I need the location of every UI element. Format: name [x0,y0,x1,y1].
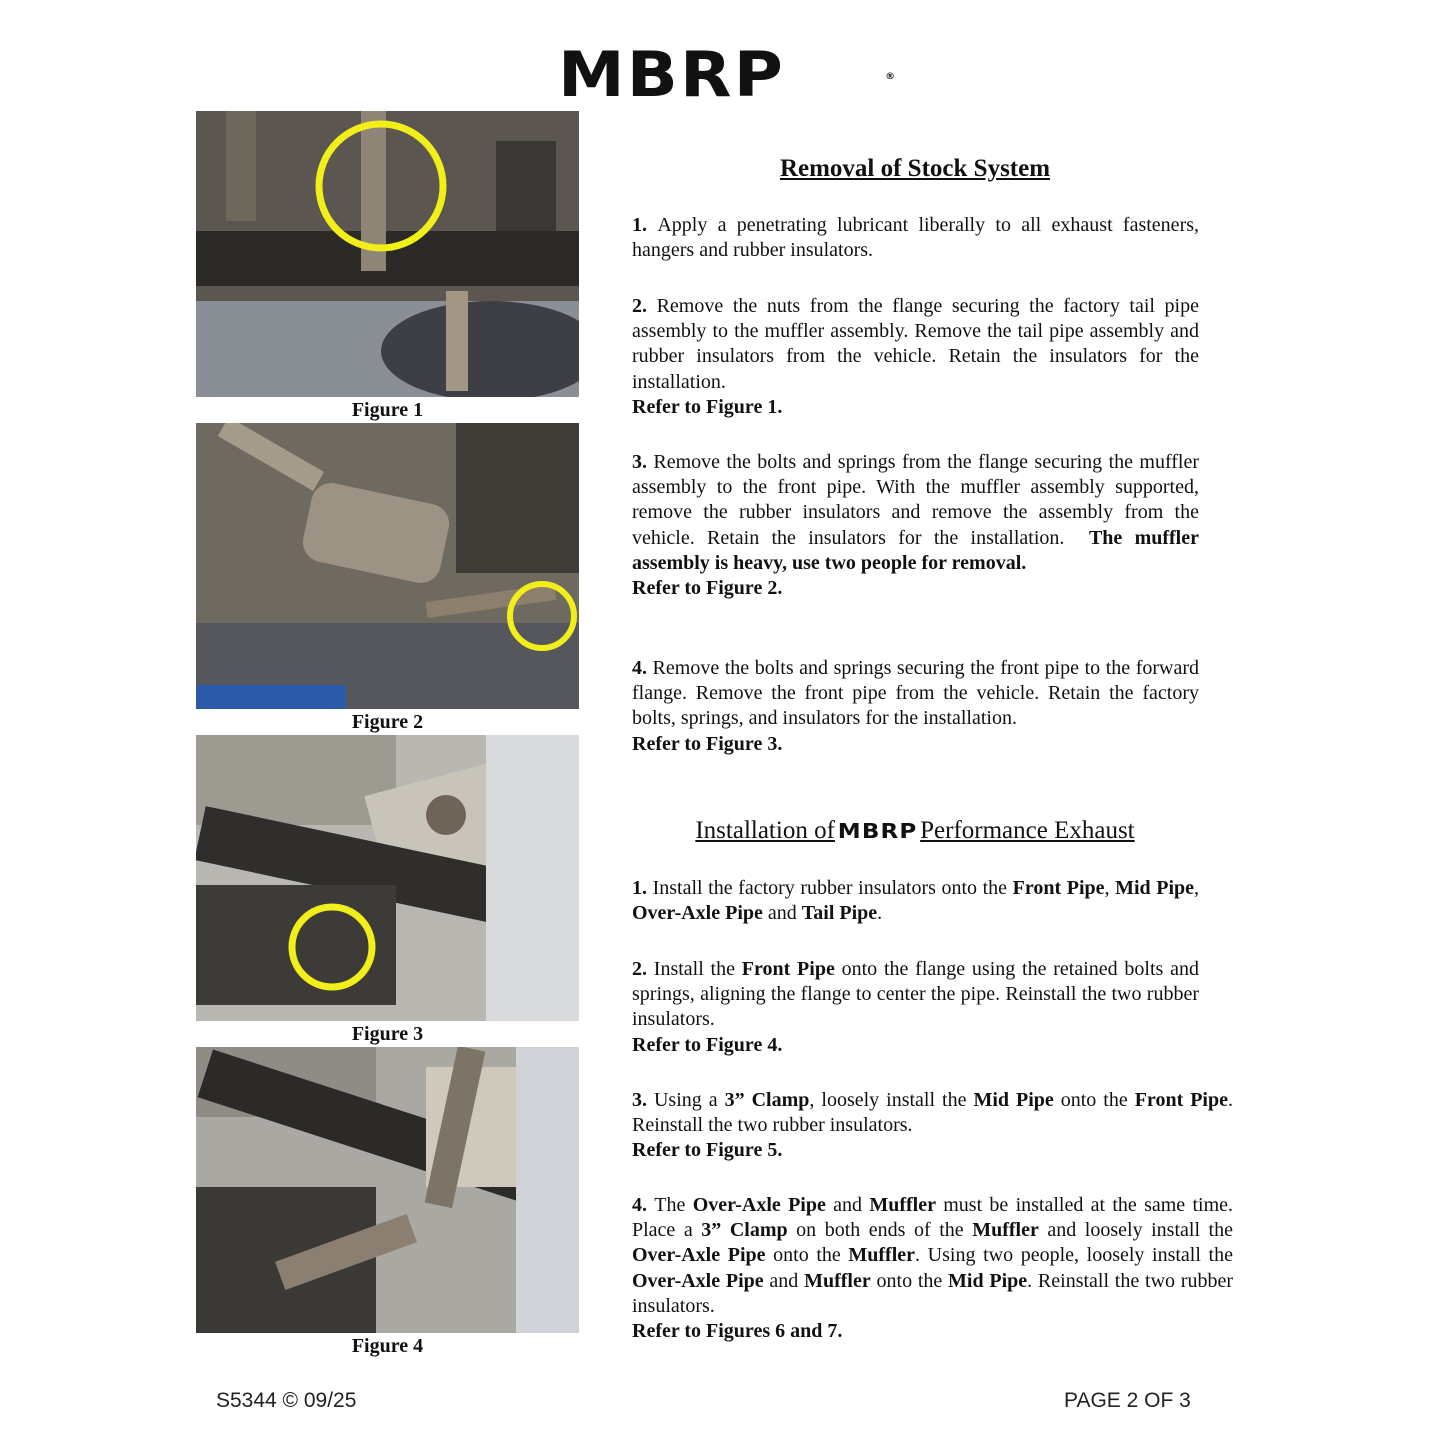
part-name: Front Pipe [1134,1089,1228,1111]
part-name: Muffler [972,1219,1039,1242]
install-step-2 [632,957,1199,1058]
part-name: 3” Clamp [724,1089,810,1111]
step-text: onto the [870,1269,949,1292]
part-name: 3” Clamp [701,1219,788,1242]
part-name: Over-Axle Pipe [692,1194,826,1216]
step-text: and [762,902,802,925]
document-code: S5344 © 09/25 [216,1389,357,1412]
part-name: Muffler [848,1244,916,1267]
part-name: Front Pipe [741,958,835,980]
install-step-ref: Refer to Figures 6 and 7. [632,1320,843,1343]
step-text: , [1194,877,1200,899]
install-step-number: 1. [632,877,647,899]
install-step-3 [632,1088,1233,1164]
figure-2-photo [196,423,579,709]
figure-4-photo [196,1047,579,1333]
removal-step-3-warning: The muffler assembly is heavy, use two people for removal. [632,526,1199,574]
figure-1-caption: Figure 1 [351,399,424,421]
step-text: , [1104,877,1116,899]
step-text: and [825,1194,870,1216]
removal-step-3-ref: Refer to Figure 2. [632,577,783,600]
part-name: Over-Axle Pipe [632,1244,766,1267]
part-name: Muffler [804,1269,871,1292]
figure-4-caption: Figure 4 [351,1335,424,1357]
install-step-ref: Refer to Figure 5. [632,1139,783,1162]
step-text: The [654,1194,693,1216]
step-text: on both ends of the [787,1219,973,1242]
part-name: Tail Pipe [801,902,878,925]
step-text: Install the [653,958,742,980]
step-text: and [763,1269,805,1292]
step-text: and loosely install the [1038,1219,1233,1242]
mbrp-logo: MBRP ® [558,38,898,111]
figure-1-photo [196,111,579,397]
removal-title: Removal of Stock System [779,155,1051,182]
install-step-number: 3. [632,1089,647,1111]
install-step-4 [632,1193,1233,1344]
figure-2-caption: Figure 2 [351,711,424,733]
part-name: Mid Pipe [948,1269,1028,1292]
step-text: . Reinstall the two rubber insulators. [632,1269,1233,1317]
step-text: onto the [765,1244,849,1267]
install-step-number: 4. [632,1194,647,1216]
step-text: onto the flange using the retained bolts and springs, aligning the flange to center the pipe. Reinstall the two rubber insulators. [632,958,1199,1031]
step-text: . [877,902,883,925]
step-text: must be installed at the same time. Place a [632,1194,1234,1242]
part-name: Front Pipe [1012,877,1105,899]
figure-3-photo [196,735,579,1021]
step-text: Using a [653,1089,725,1111]
removal-step-3: 3. Remove the bolts and springs from the flange securing the muffler assembly to the front pipe. With the muffler assembly supported, remove the rubber insulators and remove the assembly from the vehicle. Retain the insulators for the installation. The muffler assembly is heavy, use two people for removal. Refer to Figure 2. [632,450,1199,601]
step-text: . Reinstall the two rubber insulators. [632,1089,1233,1137]
part-name: Muffler [869,1194,936,1216]
install-step-ref: Refer to Figure 4. [632,1033,783,1056]
part-name: Mid Pipe [1115,877,1195,899]
install-step-number: 2. [632,958,647,980]
part-name: Over-Axle Pipe [632,902,763,925]
removal-step-2-ref: Refer to Figure 1. [632,395,783,418]
installation-title: Installation of MBRP Performance Exhaust [695,817,1135,844]
step-text: onto the [1053,1089,1135,1111]
step-text: , loosely install the [809,1089,974,1111]
install-step-1 [632,876,1199,926]
removal-step-1: 1. Apply a penetrating lubricant liberally to all exhaust fasteners, hangers and rubber insulators. [632,214,1200,262]
page-number: PAGE 2 OF 3 [1064,1389,1191,1412]
step-text: Install the factory rubber insulators onto the [652,877,1013,899]
part-name: Mid Pipe [973,1089,1054,1111]
figure-3-caption: Figure 3 [351,1023,424,1045]
step-text: . Using two people, loosely install the [915,1244,1233,1267]
removal-step-4-ref: Refer to Figure 3. [632,732,783,755]
removal-step-4: 4. Remove the bolts and springs securing the front pipe to the forward flange. Remove the front pipe from the vehicle. Retain the factory bolts, springs, and insulators for the installation. Refer to Figure 3. [632,656,1199,757]
mbrp-inline-logo: MBRP [837,819,918,843]
part-name: Over-Axle Pipe [632,1269,764,1292]
removal-step-2: 2. Remove the nuts from the flange securing the factory tail pipe assembly to the muffler assembly. Remove the tail pipe assembly and rubber insulators from the vehicle. Retain the insulators for the installation. Refer to Figure 1. [632,294,1199,420]
